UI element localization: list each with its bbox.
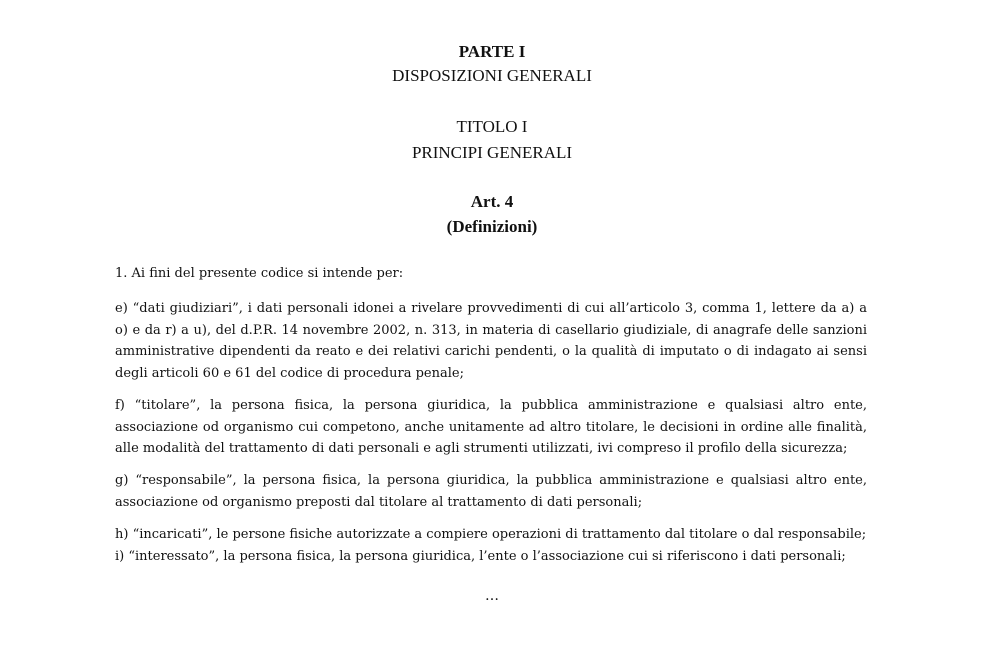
paragraph-line: alle modalità del trattamento di dati personali e agli strumenti utilizzati, ivi compreso il profilo della sicurezza; (115, 441, 848, 456)
paragraph-h-i-incaricati-interessato (115, 524, 867, 567)
paragraph-line: e) “dati giudiziari”, i dati personali idonei a rivelare provvedimenti di cui all’articolo 3, comma 1, lettere da a) a (115, 301, 867, 316)
paragraph-line: g) “responsabile”, la persona fisica, la persona giuridica, la pubblica amministrazione e qualsiasi altro ente, (115, 473, 867, 488)
paragraph-line: h) “incaricati”, le persone fisiche autorizzate a compiere operazioni di trattamento dal titolare o dal responsabile; (115, 527, 867, 542)
paragraph-f-titolare (115, 395, 867, 460)
paragraph-g-responsabile (115, 470, 867, 513)
part-number: PARTE I (458, 42, 526, 61)
paragraph-line: associazione od organismo preposti dal titolare al trattamento di dati personali; (115, 494, 643, 510)
paragraph-line: i) “interessato”, la persona fisica, la persona giuridica, l’ente o l’associazione cui si riferiscono i dati personali; (115, 548, 846, 564)
article-title: (Definizioni) (446, 217, 538, 236)
paragraph-line: f) “titolare”, la persona fisica, la persona giuridica, la pubblica amministrazione e qualsiasi altro ente, (115, 398, 867, 413)
paragraph-line: amministrative dipendenti da reato e dei relativi carichi pendenti, o la qualità di imputato o di indagato ai sensi (115, 344, 867, 359)
intro-line: 1. Ai fini del presente codice si intende per: (115, 266, 404, 281)
continuation-ellipsis: … (485, 588, 499, 604)
article-number: Art. 4 (470, 192, 514, 211)
intro-paragraph (115, 263, 867, 285)
part-title: DISPOSIZIONI GENERALI (392, 66, 592, 85)
paragraph-line: degli articoli 60 e 61 del codice di procedura penale; (115, 365, 464, 381)
titolo-number: TITOLO I (456, 117, 528, 136)
paragraph-line: o) e da r) a u), del d.P.R. 14 novembre 2002, n. 313, in materia di casellario giudiziale, di anagrafe delle sanzioni (115, 322, 867, 338)
paragraph-e-dati-giudiziari (115, 298, 867, 384)
paragraph-line: associazione od organismo cui competono, anche unitamente ad altro titolare, le decisioni in ordine alle finalità, (115, 419, 867, 435)
titolo-title: PRINCIPI GENERALI (411, 143, 573, 162)
